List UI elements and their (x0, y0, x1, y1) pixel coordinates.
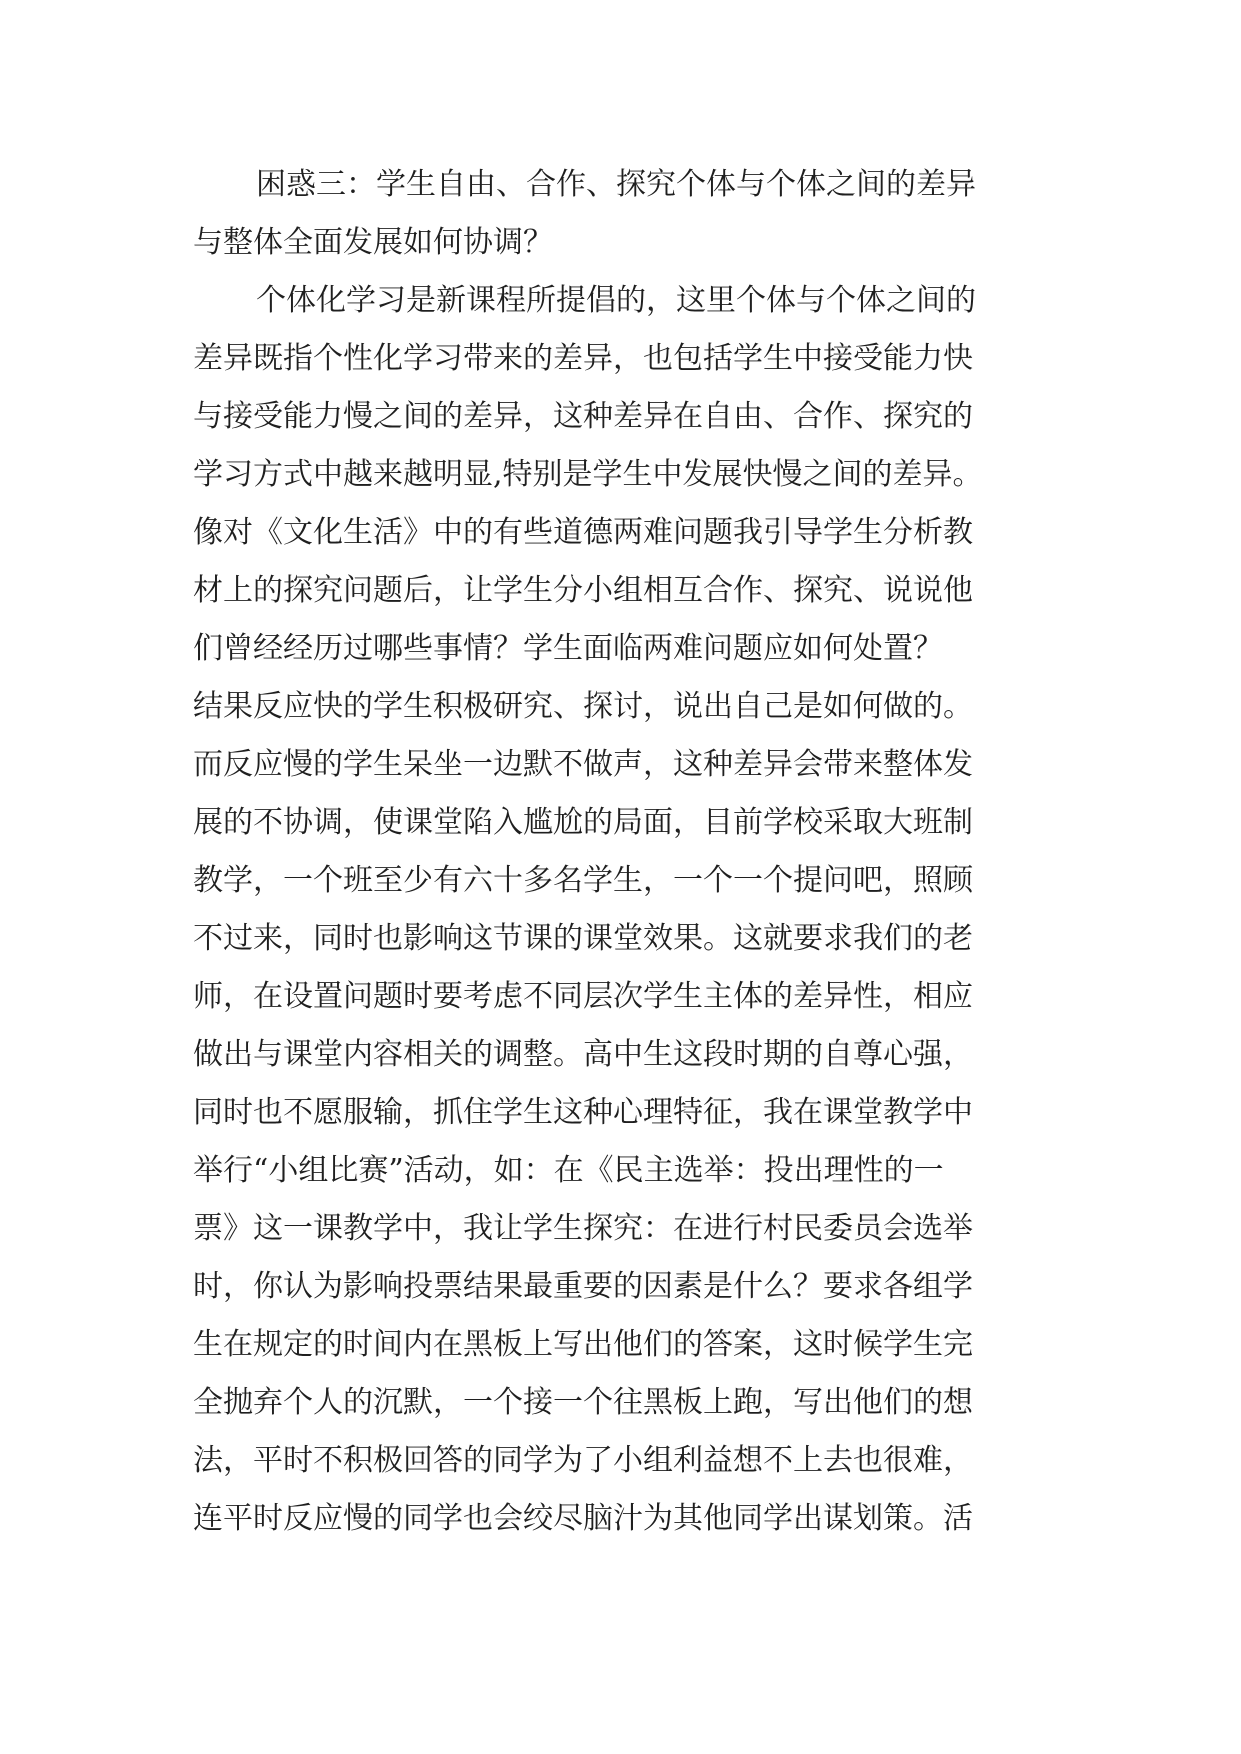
text-line: 学习方式中越来越明显,特别是学生中发展快慢之间的差异。 (193, 457, 983, 492)
text-line: 生在规定的时间内在黑板上写出他们的答案，这时候学生完 (193, 1327, 973, 1362)
text-line: 而反应慢的学生呆坐一边默不做声，这种差异会带来整体发 (193, 747, 973, 782)
text-line: 师，在设置问题时要考虑不同层次学生主体的差异性，相应 (193, 979, 973, 1014)
text-line: 法，平时不积极回答的同学为了小组利益想不上去也很难， (193, 1443, 973, 1478)
text-line: 与接受能力慢之间的差异，这种差异在自由、合作、探究的 (193, 399, 973, 434)
text-line: 同时也不愿服输，抓住学生这种心理特征，我在课堂教学中 (193, 1095, 973, 1130)
text-line: 举行“小组比赛”活动，如：在《民主选举：投出理性的一 (193, 1153, 944, 1188)
text-line: 不过来，同时也影响这节课的课堂效果。这就要求我们的老 (193, 921, 973, 956)
text-line: 们曾经经历过哪些事情？学生面临两难问题应如何处置？ (193, 631, 943, 666)
text-line: 时，你认为影响投票结果最重要的因素是什么？要求各组学 (193, 1269, 973, 1304)
text-line: 个体化学习是新课程所提倡的，这里个体与个体之间的 (256, 283, 976, 318)
text-line: 差异既指个性化学习带来的差异，也包括学生中接受能力快 (193, 341, 973, 376)
text-line: 困惑三：学生自由、合作、探究个体与个体之间的差异 (256, 167, 976, 202)
text-line: 像对《文化生活》中的有些道德两难问题我引导学生分析教 (193, 515, 973, 550)
text-line: 票》这一课教学中，我让学生探究：在进行村民委员会选举 (193, 1211, 973, 1246)
text-line: 与整体全面发展如何协调？ (193, 225, 553, 260)
text-line: 教学，一个班至少有六十多名学生，一个一个提问吧，照顾 (193, 863, 973, 898)
text-line: 全抛弃个人的沉默，一个接一个往黑板上跑，写出他们的想 (193, 1385, 973, 1420)
text-line: 展的不协调，使课堂陷入尴尬的局面，目前学校采取大班制 (193, 805, 973, 840)
text-line: 连平时反应慢的同学也会绞尽脑汁为其他同学出谋划策。活 (193, 1501, 973, 1536)
text-line: 做出与课堂内容相关的调整。高中生这段时期的自尊心强， (193, 1037, 973, 1072)
text-line: 结果反应快的学生积极研究、探讨，说出自己是如何做的。 (193, 689, 973, 724)
text-line: 材上的探究问题后，让学生分小组相互合作、探究、说说他 (193, 573, 973, 608)
